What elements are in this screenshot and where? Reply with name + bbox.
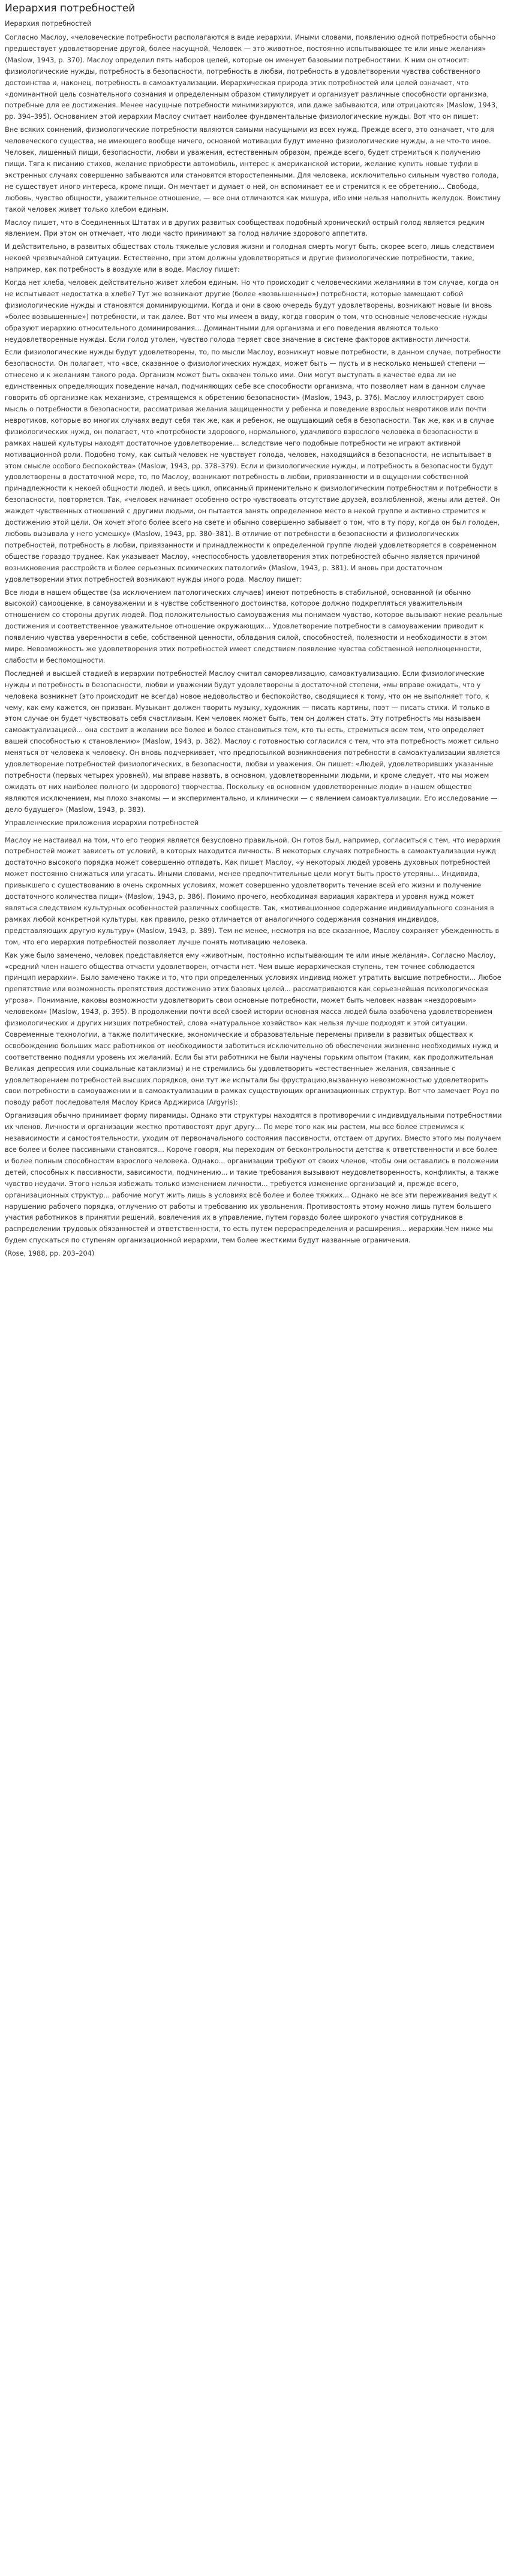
paragraph: Последней и высшей стадией в иерархии потребностей Маслоу считал самореализацию, самоактуализацию. Если физиологические нужды и потребность в безопасности, любви и уважении будут удовлетворены в достаточной степени, «мы вправе ожидать, что у человека возникнет (это происходит не всегда) новое недовольство и беспокойство, сводящиеся к тому, что он не выполняет того, к чему, как ему кажется, он призван. Музыкант должен творить музыку, художник — писать картины, поэт — писать стихи. И только в этом случае он будет чувствовать себя счастливым. Кем человек может быть, тем он должен стать. Эту потребность мы называем самоактуализацией... она состоит в желании все более и более становиться тем, кто ты есть, стремиться всем тем, что определяет вашей способностью к становлению» (Maslow, 1943, p. 382). Маслоу с готовностью согласился с тем, что эта потребность может сильно меняться от человека к человеку. Он вновь подчеркивает, что предпосылкой возникновения потребности в самоактуализации является удовлетворение потребностей физиологических, в безопасности, любви и уважения. Он пишет: «Людей, удовлетворивших указанные потребности (первых четырех уровней), мы вправе назвать, в основном, удовлетворенными людьми, и кроме следует, что мы можем ожидать от них наиболее полного (и здорового) творчества. Поскольку «в основном удовлетворенные люди» в нашем обществе являются исключением, мы плохо знакомы — и экспериментально, и клинически — с явлением самоактуализации. Его исследование — дело будущего» (Maslow, 1943, p. 383). xyxy=(5,669,500,814)
section-heading: Управленческие приложения иерархии потребностей xyxy=(5,818,199,827)
paragraph: Если физиологические нужды будут удовлетворены, то, по мысли Маслоу, возникнут новые потребности, в данном случае, потребности безопасности. Он полагает, что «все, сказанное о физиологических нуждах, может быть — пусть и в несколько меньшей степени — отнесено и к желаниям такого рода. Организм может быть охвачен только ими. Они могут выступать в качестве едва ли не единственных определяющих поведение начал, подчиняющих себе все способности организма, что позволяет нам в данном случае говорить об организме как механизме, стремящемся к обретению безопасности» (Maslow, 1943, p. 376). Маслоу иллюстрирует свою мысль о потребности в безопасности, рассматривая желания защищенности у ребенка и поведение взрослых невротиков или почти невротиков, которые во многих случаях ведут себя так же, как и ребенок, не ощущающий себя в безопасности. Так же, как и в случае физиологических нужд, он полагает, что «потребности здорового, нормального, удачливого взрослого человека в безопасности в рамках нашей культуры находят достаточное удовлетворение... вследствие чего подобные потребности не играют активной мотивационной роли. Подобно тому, как сытый человек не чувствует голода, человек, находящийся в безопасности, не испытывает в этом смысле особого беспокойства» (Maslow, 1943, pp. 378–379). Если и физиологические нужды, и потребность в безопасности будут удовлетворены в достаточной мере, то, по Маслоу, возникают потребность в любви, привязанности и в ощущении собственной принадлежности к некоей общности людей, и весь цикл, описанный применительно к физиологическим потребностям и потребности в безопасности, повторяется. Так, «человек начинает особенно остро чувствовать отсутствие друзей, возлюбленной, жены или детей. Он жаждет чувственных отношений с другими людьми, он пытается занять определенное место в некой группе и активно стремится к достижению этой цели. Он хочет этого более всего на свете и обычно совершенно забывает о том, что в ту пору, когда он был голоден, любовь вызывала у него усмешку» (Maslow, 1943, pp. 380–381). В отличие от потребности в безопасности и физиологических потребностей, потребность в любви, привязанности и принадлежности к определенной группе людей удовлетворяется в современном обществе гораздо труднее. Как указывает Маслоу, «неспособность удовлетворения этих потребностей обычно является причиной возникновения расстройств и более серьезных психических патологий» (Maslow, 1943, p. 381). И вновь при достаточном удовлетворении этих потребностей возникают нужды иного рода. Маслоу пишет: xyxy=(5,348,501,583)
citation: (Rose, 1988, pp. 203–204) xyxy=(5,1250,95,1258)
paragraph: Согласно Маслоу, «человеческие потребности располагаются в виде иерархии. Иными словами, появлению одной потребности обычно предшествует удовлетворение другой, более насущной. Человек — это животное, постоянно испытывающее те или иные желания» (Maslow, 1943, p. 370). Маслоу определил пять наборов целей, которые он именует базовыми потребностями. К ним он относит: физиологические нужды, потребность в безопасности, потребность в любви, потребность в удовлетворении чувства собственного достоинства и, наконец, потребность в самоактуализации. Иерархическая природа этих потребностей или целей означает, что «доминантной цель сознательного сознания и определенным образом стимулирует и организует различные способности организма, потребные для ее достижения. Менее насущные потребности минимизируются, или даже забываются, или отрицаются» (Maslow, 1943, pp. 394–395). Основанием этой иерархии Маслоу считает наиболее фундаментальные физиологические нужды. Вот что он пишет: xyxy=(5,34,498,121)
paragraph: И действительно, в развитых обществах столь тяжелые условия жизни и голодная смерть могут быть, скорее всего, лишь следствием некоей чрезвычайной ситуации. Естественно, при этом должны удовлетворяться и другие физиологические потребности, такие, например, как потребность в воздухе или в воде. Маслоу пишет: xyxy=(5,243,495,274)
page-subtitle: Иерархия потребностей xyxy=(5,20,92,28)
paragraph: Как уже было замечено, человек представляется ему «животным, постоянно испытывающим те или иные желания». Согласно Маслоу, «средний член нашего общества отчасти удовлетворен, отчасти нет. Чем выше иерархическая ступень, тем точнее соблюдается принцип иерархии». Было замечено также и то, что при определенных условиях индивид может утратить высшие потребности... Любое препятствие или возможность препятствия достижению этих базовых целей... рассматриваются как серьезнейшая психологическая угроза». Понимание, каковы возможности удовлетворить свои основные потребности, может быть человек назван «нездоровым» человеком» (Maslow, 1943, p. 395). В продолжении почти всей своей истории основная масса людей была озабочена удовлетворением физиологических и других низших потребностей, слова «натуральное хозяйство» как нельзя лучше подходят к этой ситуации. Современные технологии, а также политические, экономические и образовательные перемены привели в развитых обществах к освобождению больших масс работников от необходимости заботиться исключительно об обеспечении жизненно необходимых нужд и соответственно подняли уровень их желаний. Если бы эти работники не были научены горьким опытом (таким, как продолжительная Великая депрессия или социальные катаклизмы) и не стремились бы удовлетворить «естественные» желания, связанные с удовлетворением потребностей высших порядков, они тут же испытали бы фрустрацию,вызванную невозможностью удовлетворить свои потребности в самоуважении и в самоактуализации в рамках существующих организационных структур. Вот что замечает Роуз по поводу работ последователя Маслоу Криса Арджириса (Argyris): xyxy=(5,951,501,1107)
paragraph: Все люди в нашем обществе (за исключением патологических случаев) имеют потребность в стабильной, основанной (и обычно высокой) самооценке, в самоуважении и в чувстве собственного достоинства, которое должно подкрепляться уважительным отношением со стороны других людей. Под положительностью самоуважения мы понимаем чувство, которое вызывают некие реальные достижения и соответственное уважительное отношение окружающих... Удовлетворение потребности в самоуважении приводит к появлению чувства уверенности в себе, собственной ценности, обладания силой, способностей, полезности и необходимости в этом мире. Невозможность же удовлетворения этих потребностей имеет следствием появление чувства собственной неполноценности, слабости и беспомощности. xyxy=(5,588,503,664)
page-title: Иерархия потребностей xyxy=(5,2,136,14)
paragraph: Маслоу не настаивал на том, что его теория является безусловно правильной. Он готов был, например, согласиться с тем, что иерархия потребностей может зависеть от условий, в которых находится личность. В некоторых случаях потребность в самоактуализации нужд достаточно высокого порядка может совершенно отпадать. Как пишет Маслоу, «у некоторых людей уровень духовных потребностей может постоянно снижаться или угасать. Иными словами, менее предпочтительные цели могут быть просто утеряны... Индивида, привыкшего с существованию в очень скромных условиях, может совершенно удовлетворить течение всей его жизни и получение достаточного количества пищи» (Maslow, 1943, p. 386). Помимо прочего, необходимая вариация характера и уровня нужд может являться следствием культурных особенностей различных сообществ. Так, «мотивационное содержание индивидуального сознания в рамках любой конкретной культуры, как правило, резко отличается от аналогичного содержания сознания индивидов, представляющих другую культуру» (Maslow, 1943, p. 389). Тем не менее, несмотря на все сказанное, Маслоу сохраняет убежденность в том, что его иерархия потребностей позволяет лучше понять мотивацию человека. xyxy=(5,836,501,946)
paragraph: Когда нет хлеба, человек действительно живет хлебом единым. Но что происходит с человеческими желаниями в том случае, когда он не испытывает недостатка в хлебе? Тут же возникают другие (более «возвышенные») потребности, которые замещают собой физиологические нужды и становятся доминирующими. Когда и они в свою очередь будут удовлетворены, возникают новые (и вновь «более возвышенные») потребности, и так далее. Вот что мы имеем в виду, когда говорим о том, что основные человеческие нужды образуют иерархию относительного доминирования... Доминантными для организма и его поведения являются только неудовлетворенные нужды. Если голод утолен, чувство голода теряет свое значение в системе факторов активности личности. xyxy=(5,279,499,344)
paragraph: Организация обычно принимает форму пирамиды. Однако эти структуры находятся в противоречии с индивидуальными потребностями их членов. Личности и организации жестко противостоят друг другу... По мере того как мы растем, мы все более стремимся к независимости и самостоятельности, уходим от первоначального состояния пассивности, отстаем от других. Вместо этого мы получаем все более и более пассивными становятся... Короче говоря, мы переходим от бесконтрольности детства к ответственности и все более и более полным способностям взрослого человека. Однако... организации требуют от своих членов, чтобы они оставались в положении детей, способных к пассивности, зависимости, подчинению... и такие требования вызывают неудовлетворенность, конфликты, а также чувство неудачи. Этого нельзя избежать только изменением личности... требуется изменение организаций и, прежде всего, организационных структур... рабочие могут жить лишь в условиях всё более и более тяжких... Однако не все эти переживания ведут к нарушению рабочего порядка, отлучению от работы и требованию их увольнения. Противостоять этому можно лишь путем большего участия работников в принятии решений, вовлечения их в управление, путем гораздо более широкого участия сотрудников в распределении трудовых обязанностей и ответственности, то есть путем перераспределения и расширения... иерархии.Чем ниже мы будем спускаться по ступеням организационной иерархии, тем более жесткими будут названные ограничения. xyxy=(5,1112,502,1245)
article-body xyxy=(5,32,503,1262)
paragraph: Маслоу пишет, что в Соединенных Штатах и в других развитых сообществах подобный хронический острый голод является редким явлением. При этом он отмечает, что люди часто принимают за голод наличие здорового аппетита. xyxy=(5,218,485,238)
section-divider xyxy=(5,831,503,832)
paragraph: Вне всяких сомнений, физиологические потребности являются самыми насущными из всех нужд. Прежде всего, это означает, что для человеческого существа, не имеющего вообще ничего, основной мотивации будут именно физиологические нужды, а не что-то иное. Человек, лишенный пищи, безопасности, любви и уважения, естественным образом, прежде всего, будет стремиться к получению пищи. Тяга к писанию стихов, желание приобрести автомобиль, интерес к американской истории, желание купить новые туфли в экстренных случаях совершенно забываются или становятся второстепенными. Для человека, исключительно сильным чувство голода, не существует иного интереса, кроме пищи. Он мечтает и думает о ней, он вспоминает ее и стремится к ее обретению... Свобода, любовь, чувство общности, уважительное отношение, — все они отличаются как мишура, ибо ими нельзя наполнить желудок. Воистину такой человек живет только хлебом единым. xyxy=(5,126,501,213)
